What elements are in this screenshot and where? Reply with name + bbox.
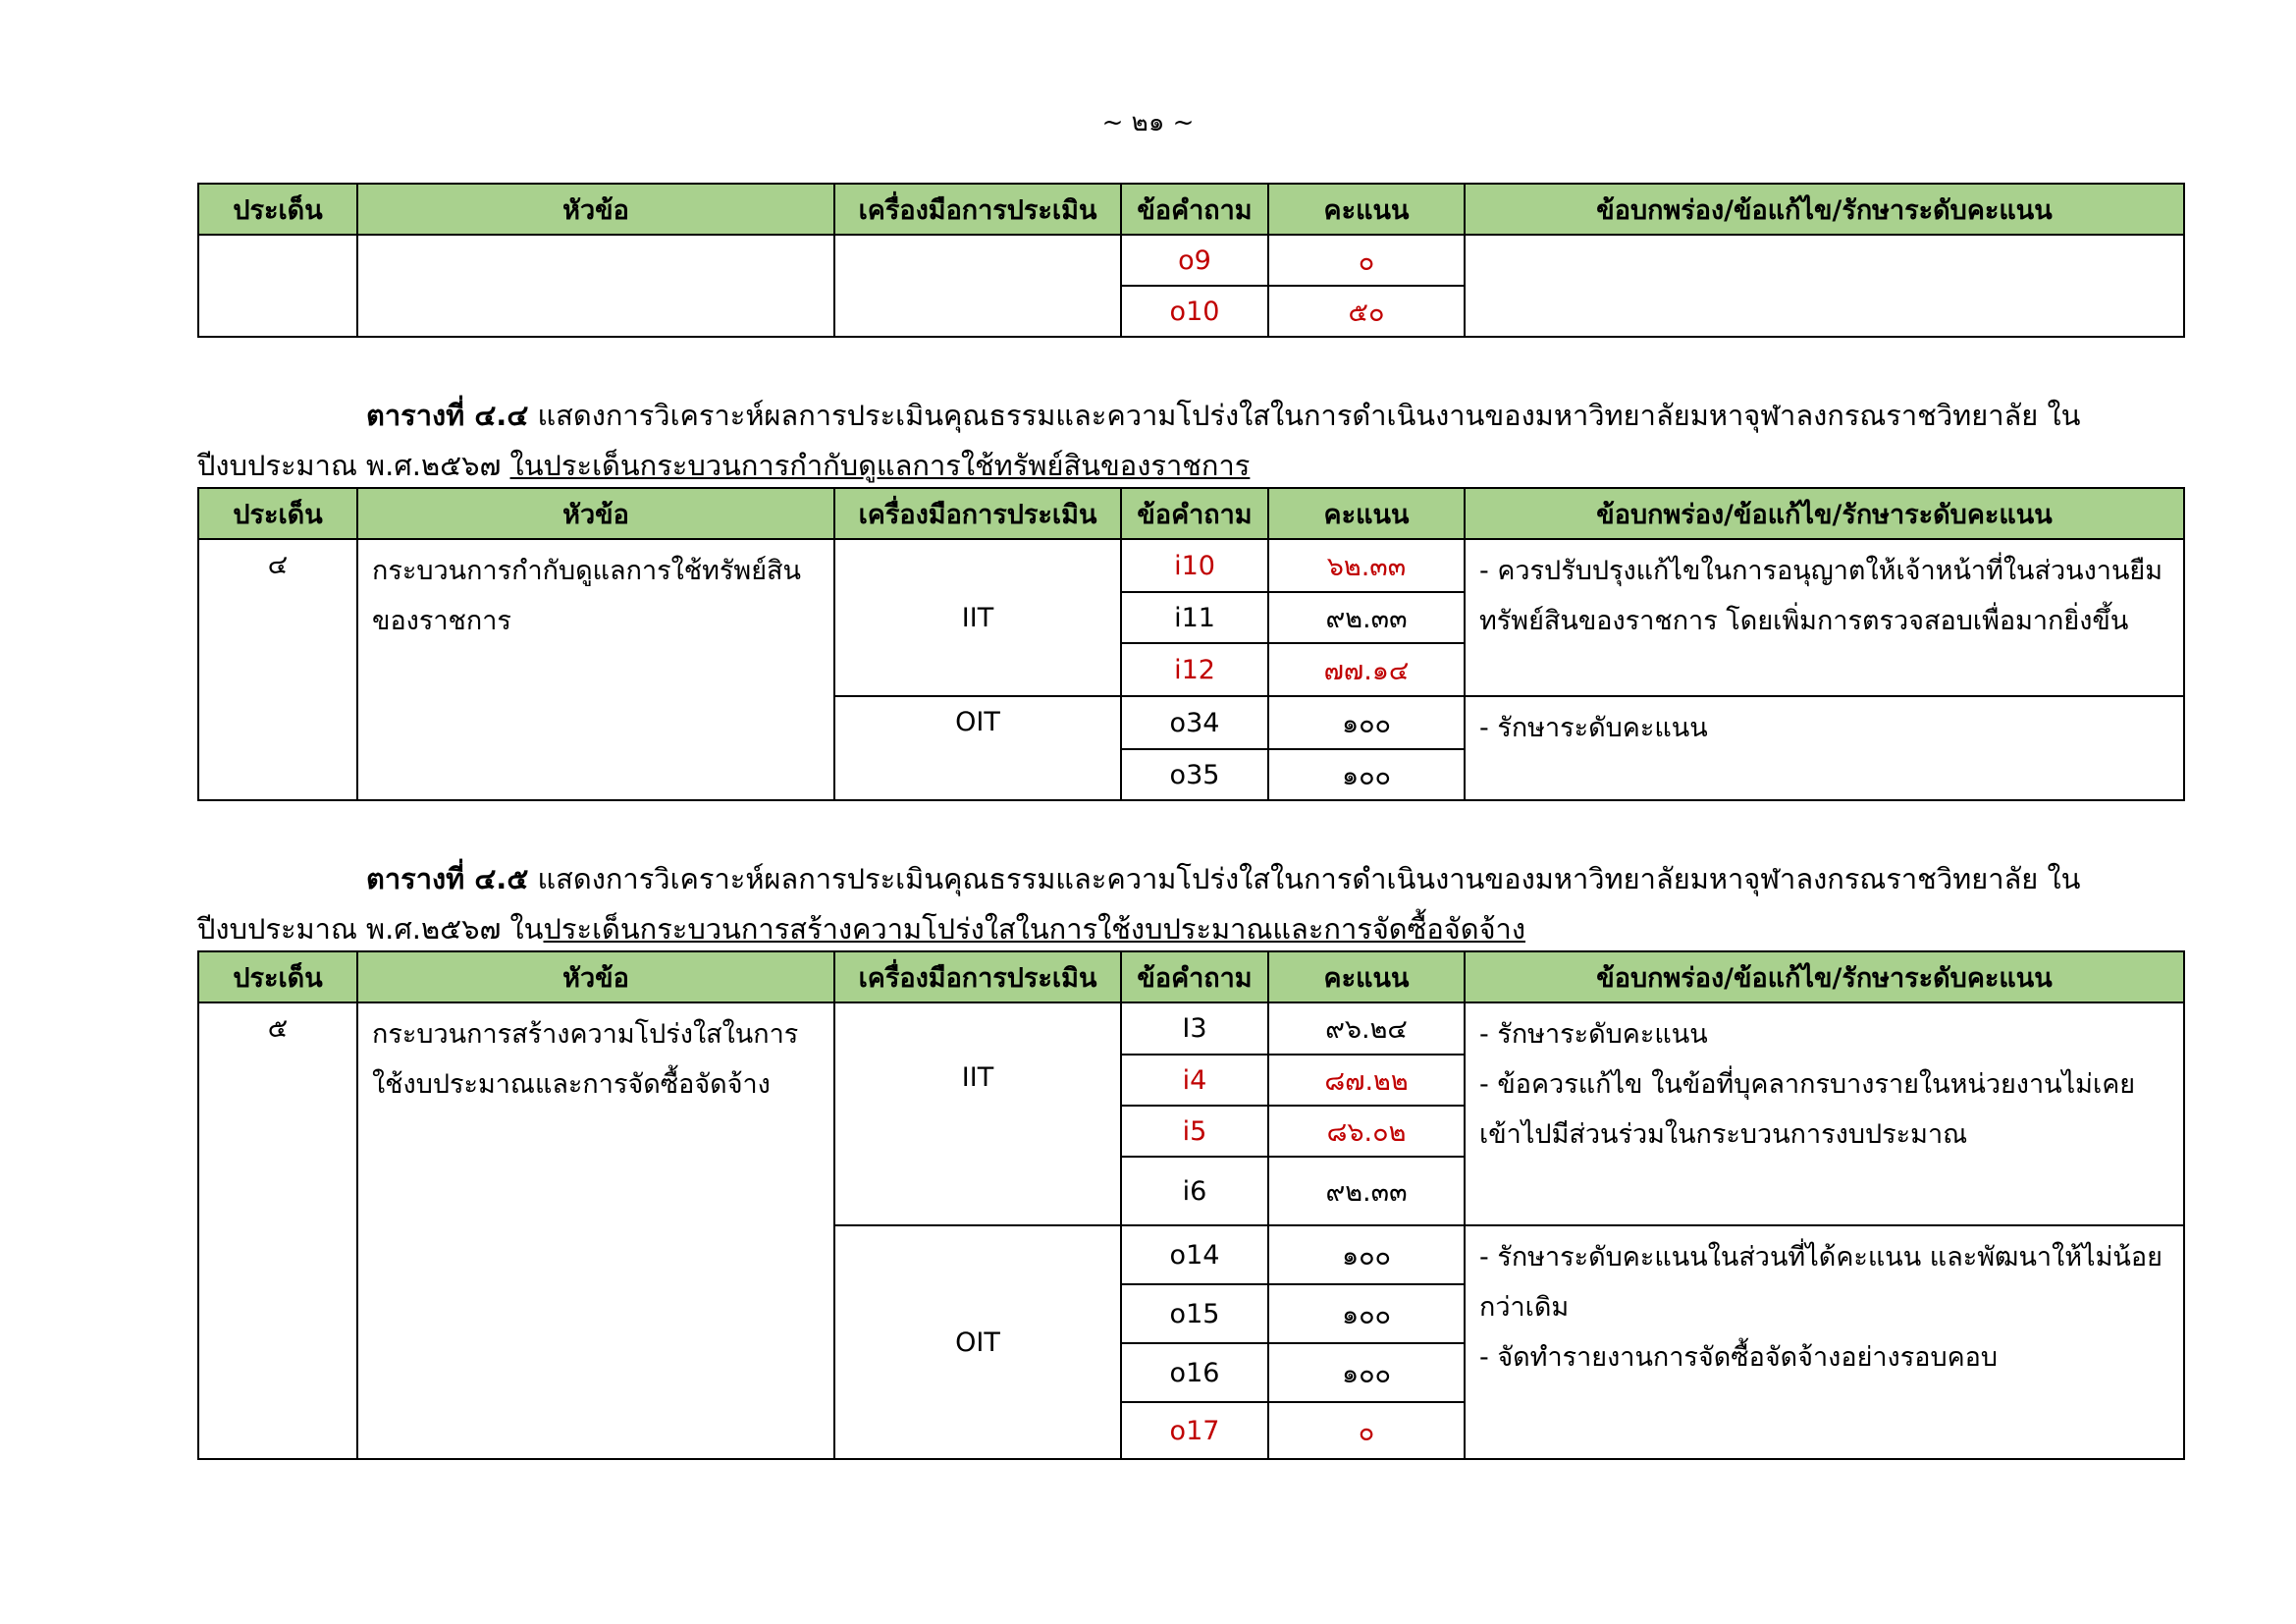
question-cell: i11 <box>1121 592 1268 643</box>
score-cell: ๑๐๐ <box>1268 1343 1465 1402</box>
question-cell: o14 <box>1121 1225 1268 1284</box>
remark-line: - จัดทำรายงานการจัดซื้อจัดจ้างอย่างรอบคอบ <box>1479 1342 1999 1373</box>
tool-oit: OIT <box>834 1225 1121 1459</box>
tool-oit: OIT <box>834 696 1121 800</box>
table-header-row <box>198 488 2184 539</box>
topic-cell: กระบวนการสร้างความโปร่งใสในการใช้งบประมาณและการจัดซื้อจัดจ้าง <box>357 1002 834 1459</box>
header-question: ข้อคำถาม <box>1121 184 1268 235</box>
remarks-oit <box>1465 1225 2184 1459</box>
score-cell: ๑๐๐ <box>1268 696 1465 749</box>
remark-line: - ข้อควรแก้ไข ในข้อที่บุคลากรบางรายในหน่วยงานไม่เคยเข้าไปมีส่วนร่วมในกระบวนการงบประมาณ <box>1479 1069 2136 1150</box>
score-cell: ๑๐๐ <box>1268 749 1465 800</box>
table-header-row <box>198 184 2184 235</box>
question-cell: o9 <box>1121 235 1268 286</box>
issue-cell: ๔ <box>198 539 357 800</box>
caption-text: แสดงการวิเคราะห์ผลการประเมินคุณธรรมและความโปร่งใสในการดำเนินงานของมหาวิทยาลัยมหาจุฬาลงกรณราชวิทยาลัย ใน <box>528 399 2081 432</box>
question-cell: i4 <box>1121 1055 1268 1106</box>
table-continued <box>197 183 2185 338</box>
tool-iit: IIT <box>834 1002 1121 1225</box>
header-remarks: ข้อบกพร่อง/ข้อแก้ไข/รักษาระดับคะแนน <box>1465 488 2184 539</box>
tool-iit: IIT <box>834 539 1121 696</box>
header-tool: เครื่องมือการประเมิน <box>834 951 1121 1002</box>
remark-line: - รักษาระดับคะแนนในส่วนที่ได้คะแนน และพัฒนาให้ไม่น้อยกว่าเดิม <box>1479 1242 2163 1323</box>
header-score: คะแนน <box>1268 488 1465 539</box>
score-cell: ๙๒.๓๓ <box>1268 592 1465 643</box>
question-cell: o15 <box>1121 1284 1268 1343</box>
header-issue: ประเด็น <box>198 951 357 1002</box>
remarks-iit <box>1465 1002 2184 1225</box>
table-header-row <box>198 951 2184 1002</box>
topic-cell: กระบวนการกำกับดูแลการใช้ทรัพย์สินของราชการ <box>357 539 834 800</box>
issue-cell <box>198 235 357 337</box>
score-cell: ๖๒.๓๓ <box>1268 539 1465 592</box>
header-remarks: ข้อบกพร่อง/ข้อแก้ไข/รักษาระดับคะแนน <box>1465 184 2184 235</box>
header-topic: หัวข้อ <box>357 184 834 235</box>
issue-cell: ๕ <box>198 1002 357 1459</box>
header-issue: ประเด็น <box>198 488 357 539</box>
table-4-5 <box>197 950 2185 1460</box>
caption-underlined: ประเด็นกระบวนการสร้างความโปร่งใสในการใช้งบประมาณและการจัดซื้อจัดจ้าง <box>543 912 1526 946</box>
table-4-4 <box>197 487 2185 801</box>
score-cell: ๘๗.๒๒ <box>1268 1055 1465 1106</box>
question-cell: i6 <box>1121 1157 1268 1225</box>
header-topic: หัวข้อ <box>357 951 834 1002</box>
caption-lead: ตารางที่ ๔.๕ <box>366 862 529 895</box>
question-cell: o16 <box>1121 1343 1268 1402</box>
header-issue: ประเด็น <box>198 184 357 235</box>
remarks-iit: - ควรปรับปรุงแก้ไขในการอนุญาตให้เจ้าหน้าที่ในส่วนงานยืมทรัพย์สินของราชการ โดยเพิ่มการตรวจสอบเพื่อมากยิ่งขึ้น <box>1465 539 2184 696</box>
score-cell: ๐ <box>1268 235 1465 286</box>
topic-cell <box>357 235 834 337</box>
question-cell: o10 <box>1121 286 1268 337</box>
remarks-oit: - รักษาระดับคะแนน <box>1465 696 2184 800</box>
table-caption-4-4 <box>197 391 2183 491</box>
question-cell: I3 <box>1121 1002 1268 1055</box>
header-topic: หัวข้อ <box>357 488 834 539</box>
remarks-cell <box>1465 235 2184 337</box>
page-number: ~ ๒๑ ~ <box>1101 108 1195 137</box>
remark-line: - รักษาระดับคะแนน <box>1479 1019 1708 1050</box>
table-row <box>198 235 2184 286</box>
table-row <box>198 1002 2184 1055</box>
question-cell: i12 <box>1121 643 1268 696</box>
header-question: ข้อคำถาม <box>1121 488 1268 539</box>
question-cell: i5 <box>1121 1106 1268 1157</box>
question-cell: o17 <box>1121 1402 1268 1459</box>
tool-cell <box>834 235 1121 337</box>
score-cell: ๘๖.๐๒ <box>1268 1106 1465 1157</box>
header-question: ข้อคำถาม <box>1121 951 1268 1002</box>
header-remarks: ข้อบกพร่อง/ข้อแก้ไข/รักษาระดับคะแนน <box>1465 951 2184 1002</box>
caption-underlined: ในประเด็นกระบวนการกำกับดูแลการใช้ทรัพย์สินของราชการ <box>509 449 1251 482</box>
question-cell: i10 <box>1121 539 1268 592</box>
score-cell: ๐ <box>1268 1402 1465 1459</box>
question-cell: o34 <box>1121 696 1268 749</box>
header-tool: เครื่องมือการประเมิน <box>834 488 1121 539</box>
score-cell: ๗๗.๑๔ <box>1268 643 1465 696</box>
caption-text: แสดงการวิเคราะห์ผลการประเมินคุณธรรมและความโปร่งใสในการดำเนินงานของมหาวิทยาลัยมหาจุฬาลงกรณราชวิทยาลัย ใน <box>528 862 2081 895</box>
caption-line2: ปีงบประมาณ พ.ศ.๒๕๖๗ ใน <box>197 912 544 946</box>
caption-lead: ตารางที่ ๔.๔ <box>366 399 529 432</box>
header-tool: เครื่องมือการประเมิน <box>834 184 1121 235</box>
header-score: คะแนน <box>1268 184 1465 235</box>
score-cell: ๑๐๐ <box>1268 1284 1465 1343</box>
score-cell: ๕๐ <box>1268 286 1465 337</box>
table-row <box>198 539 2184 592</box>
header-score: คะแนน <box>1268 951 1465 1002</box>
score-cell: ๙๒.๓๓ <box>1268 1157 1465 1225</box>
score-cell: ๙๖.๒๔ <box>1268 1002 1465 1055</box>
score-cell: ๑๐๐ <box>1268 1225 1465 1284</box>
caption-line2: ปีงบประมาณ พ.ศ.๒๕๖๗ <box>197 449 510 482</box>
question-cell: o35 <box>1121 749 1268 800</box>
table-caption-4-5 <box>197 854 2183 954</box>
